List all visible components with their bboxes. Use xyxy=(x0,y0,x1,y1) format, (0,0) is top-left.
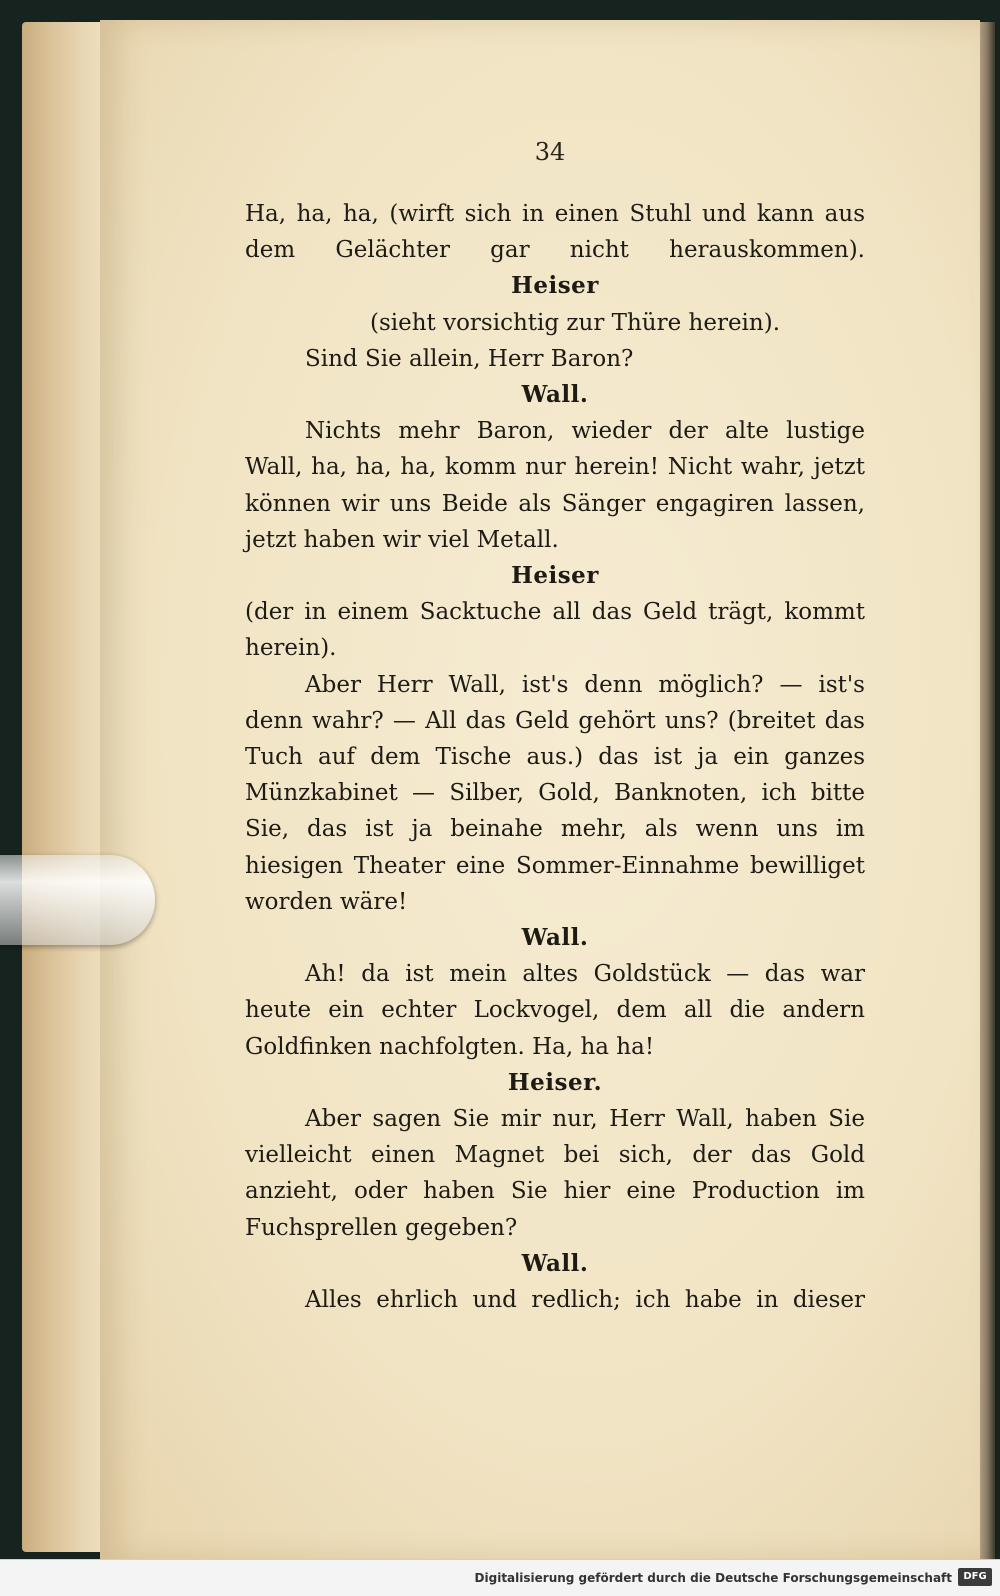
scanner-thumb-clip xyxy=(0,855,155,945)
dialogue-line: Sind Sie allein, Herr Baron? xyxy=(305,345,634,372)
dialogue-line: Nichts mehr Baron, wieder der alte lustige Wall, ha, ha, ha, komm nur herein! Nicht wahr, jetzt können wir uns Beide als Sänger engagiren lassen, jetzt haben wir viel Metall. xyxy=(245,418,865,553)
dfg-logo: DFG xyxy=(958,1568,992,1586)
speaker-name: Heiser. xyxy=(507,1068,603,1096)
speaker-name: Heiser xyxy=(511,562,599,590)
book-page-stack xyxy=(22,22,112,1552)
dialogue-line: Alles ehrlich und redlich; ich habe in dieser xyxy=(305,1287,865,1314)
stage-direction: (sieht vorsichtig zur Thüre herein). xyxy=(369,309,781,336)
stage-direction: (der in einem Sacktuche all das Geld trägt, kommt herein). xyxy=(245,599,865,662)
footer-bar xyxy=(0,1559,1000,1596)
dialogue-line: Ha, ha, ha, (wirft sich in einen Stuhl und kann aus dem Gelächter gar nicht herauskommen). xyxy=(245,201,865,264)
speaker-name: Wall. xyxy=(521,1249,589,1277)
page-number: 34 xyxy=(534,138,566,166)
dialogue-line: Aber sagen Sie mir nur, Herr Wall, haben Sie vielleicht einen Magnet bei sich, der das Gold anzieht, oder haben Sie hier eine Production im Fuchsprellen gegeben? xyxy=(245,1106,865,1241)
page-text xyxy=(245,196,865,1318)
funding-credit: Digitalisierung gefördert durch die Deutsche Forschungsgemeinschaft xyxy=(474,1571,952,1585)
dialogue-line: Ah! da ist mein altes Goldstück — das war heute ein echter Lockvogel, dem all die andern Goldfinken nachfolgten. Ha, ha ha! xyxy=(245,961,865,1060)
speaker-name: Wall. xyxy=(521,924,589,952)
dialogue-line: Aber Herr Wall, ist's denn möglich? — ist's denn wahr? — All das Geld gehört uns? (breitet das Tuch auf dem Tische aus.) das ist ja ein ganzes Münzkabinet — Silber, Gold, Banknoten, ich bitte Sie, das ist ja beinahe mehr, als wenn uns im hiesigen Theater eine Sommer-Einnahme bewilliget worden wäre! xyxy=(245,671,865,915)
speaker-name: Heiser xyxy=(511,272,599,300)
speaker-name: Wall. xyxy=(521,381,589,409)
